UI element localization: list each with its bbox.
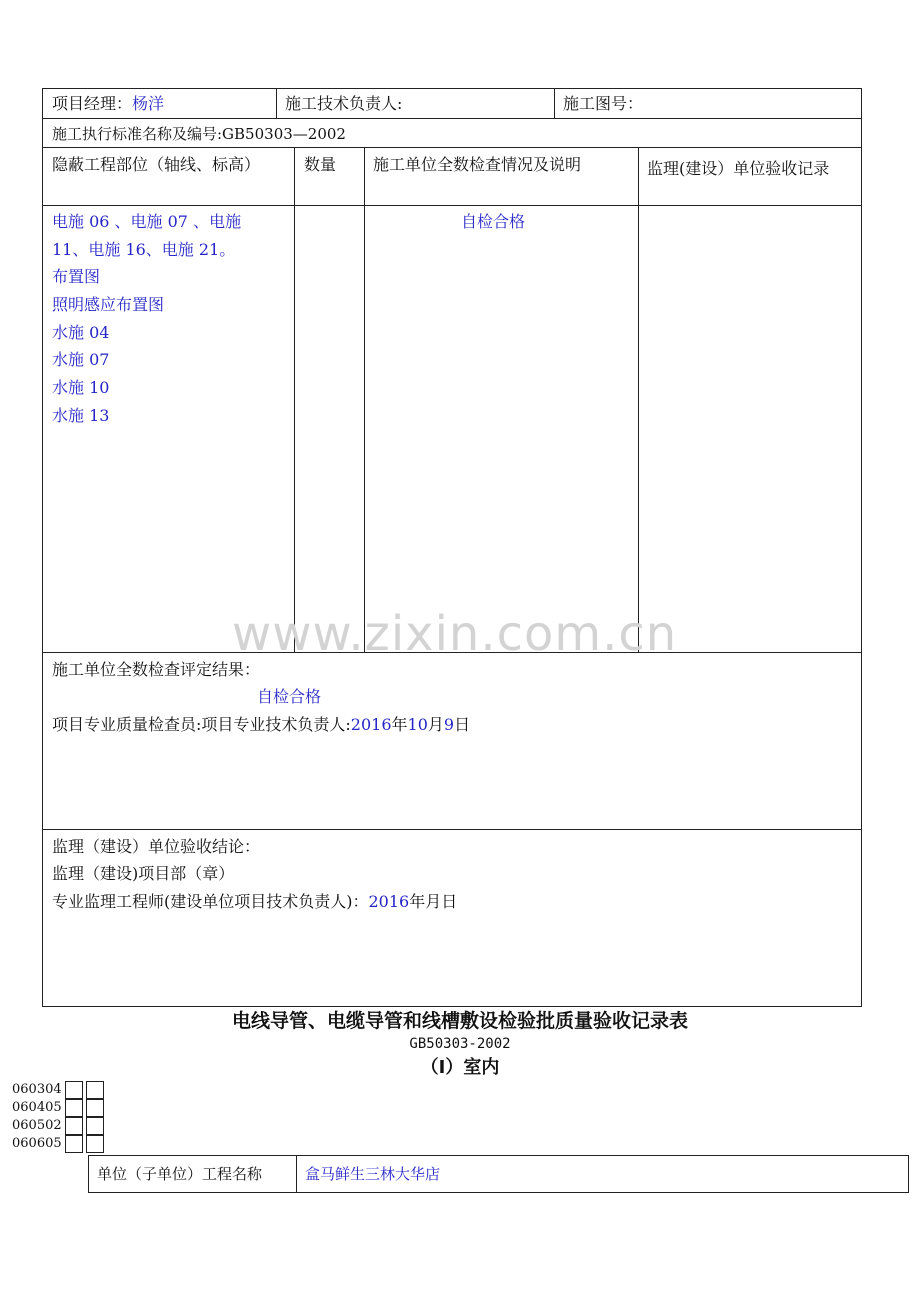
column-header-supervision: 监理(建设）单位验收记录 <box>647 159 830 178</box>
location-item: 电施 06 、电施 07 、电施 <box>52 212 242 231</box>
checkbox[interactable] <box>86 1099 104 1117</box>
checkbox[interactable] <box>86 1117 104 1135</box>
unit-name-value: 盒马鲜生三林大华店 <box>305 1165 441 1183</box>
evaluation-label: 施工单位全数检查评定结果： <box>52 660 261 679</box>
location-item: 照明感应布置图 <box>52 295 165 315</box>
evaluation-sign-line <box>52 715 470 735</box>
checkbox[interactable] <box>65 1135 83 1153</box>
standard-label: 施工执行标准名称及编号:GB50303—2002 <box>52 125 346 143</box>
form-subtitle: （Ⅰ）室内 <box>420 1057 500 1078</box>
project-manager-label: 项目经理： <box>52 94 133 113</box>
supervision-year: 2016 <box>368 892 410 911</box>
form-code-row <box>12 1117 62 1135</box>
evaluation-month: 10 <box>407 715 428 734</box>
month-unit: 月 <box>427 715 444 734</box>
form-code-number: 060605 <box>12 1136 62 1151</box>
col-divider <box>294 147 295 652</box>
column-header-quantity: 数量 <box>304 155 337 174</box>
row-divider <box>42 147 862 148</box>
location-item: 水施 04 <box>52 322 110 342</box>
column-header-inspection: 施工单位全数检查情况及说明 <box>373 155 582 174</box>
inspection-result: 自检合格 <box>461 212 526 231</box>
supervision-conclusion-label: 监理（建设）单位验收结论： <box>52 837 261 856</box>
supervision-department-label: 监理（建设)项目部（章） <box>52 864 235 883</box>
row-divider <box>42 118 862 119</box>
location-item: 11、电施 16、电施 21。 <box>52 239 236 259</box>
col-divider <box>638 147 639 652</box>
col-divider <box>296 1155 297 1193</box>
tech-lead-label: 施工技术负责人: <box>285 94 403 113</box>
project-manager-cell <box>52 94 164 114</box>
column-header-location: 隐蔽工程部位（轴线、标高） <box>52 155 261 174</box>
checkbox[interactable] <box>65 1117 83 1135</box>
form-code: GB50303-2002 <box>409 1036 511 1052</box>
location-item: 布置图 <box>52 267 101 287</box>
watermark: www.zixin.com.cn <box>232 606 678 662</box>
checkbox[interactable] <box>65 1099 83 1117</box>
col-divider <box>554 88 555 118</box>
year-unit: 年 <box>391 715 408 734</box>
supervision-sign-line <box>52 892 457 912</box>
evaluation-day: 9 <box>443 715 455 734</box>
checkbox[interactable] <box>86 1135 104 1153</box>
form-code-row <box>12 1135 62 1153</box>
col-divider <box>276 88 277 118</box>
drawing-no-label: 施工图号： <box>563 94 644 113</box>
col-divider <box>364 147 365 652</box>
checkbox[interactable] <box>86 1081 104 1099</box>
form-code-number: 060405 <box>12 1100 62 1115</box>
project-manager-value: 杨洋 <box>132 94 165 113</box>
evaluation-result: 自检合格 <box>257 687 322 706</box>
location-list <box>52 208 292 430</box>
location-item: 水施 13 <box>52 405 110 425</box>
location-item: 水施 10 <box>52 378 110 398</box>
form-code-row <box>12 1081 62 1099</box>
supervision-date-suffix: 年月日 <box>409 892 458 911</box>
form-title: 电线导管、电缆导管和线槽敷设检验批质量验收记录表 <box>231 1010 688 1032</box>
location-item: 水施 07 <box>52 350 110 370</box>
form-code-number: 060502 <box>12 1118 62 1133</box>
evaluation-year: 2016 <box>350 715 392 734</box>
form-code-row <box>12 1099 62 1117</box>
unit-name-label: 单位（子单位）工程名称 <box>97 1165 263 1183</box>
row-divider <box>42 205 862 206</box>
form-code-number: 060304 <box>12 1082 62 1097</box>
checkbox[interactable] <box>65 1081 83 1099</box>
inspector-label: 项目专业质量检查员:项目专业技术负责人: <box>52 715 351 734</box>
day-unit: 日 <box>454 715 471 734</box>
row-divider <box>42 829 862 830</box>
engineer-label: 专业监理工程师(建设单位项目技术负责人)： <box>52 892 369 911</box>
